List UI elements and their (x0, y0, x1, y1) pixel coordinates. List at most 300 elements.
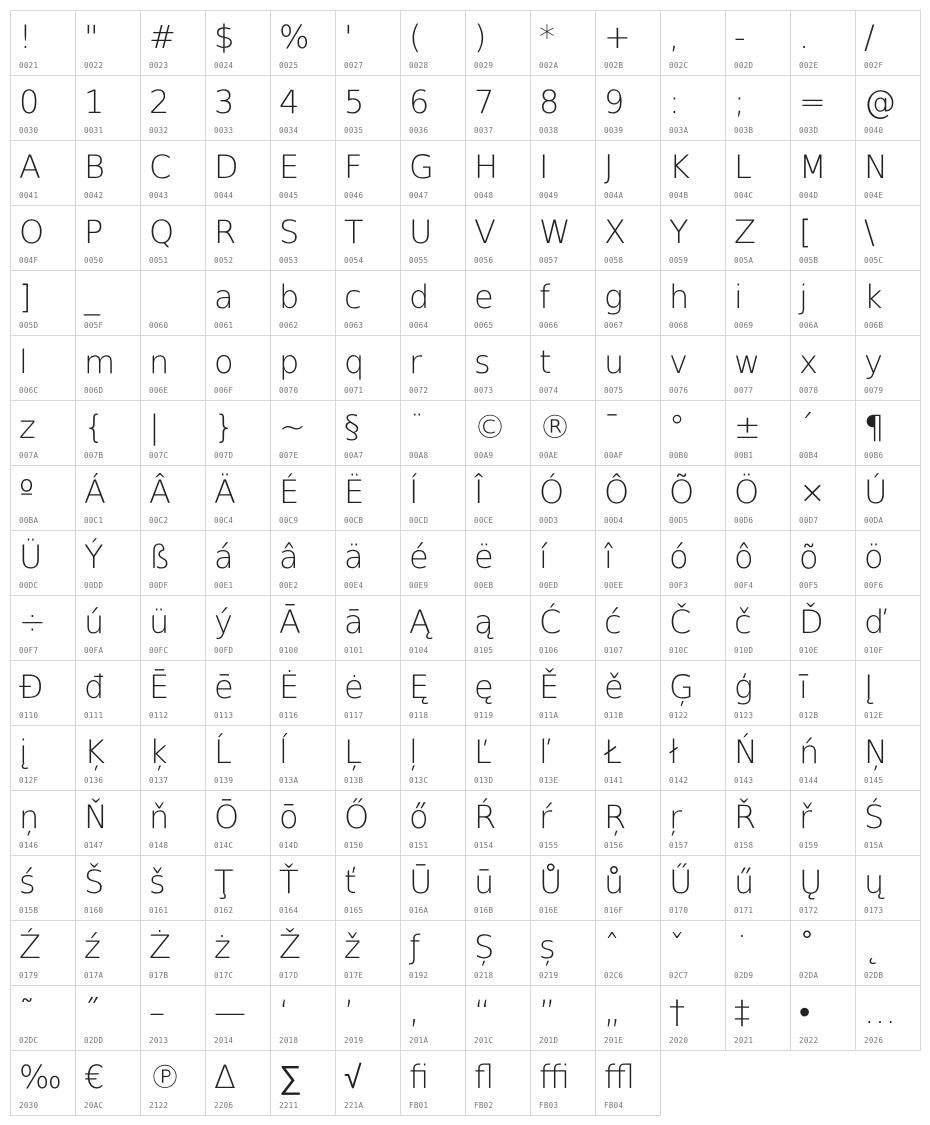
glyph-cell (140, 595, 206, 661)
glyph-codepoint: 0071 (344, 386, 364, 395)
glyph-cell (530, 855, 596, 921)
glyph-character: Ū (409, 863, 433, 901)
glyph-cell (140, 270, 206, 336)
glyph-codepoint: 0055 (409, 256, 429, 265)
glyph-codepoint: 0219 (539, 971, 559, 980)
glyph-character: ; (734, 83, 745, 121)
glyph-cell (140, 790, 206, 856)
glyph-cell (855, 10, 921, 76)
glyph-character: ö (864, 538, 884, 576)
glyph-cell (790, 465, 856, 531)
glyph-cell (790, 400, 856, 466)
glyph-character: | (149, 408, 160, 446)
glyph-codepoint: 004B (669, 191, 689, 200)
glyph-codepoint: 0156 (604, 841, 624, 850)
glyph-cell (400, 1050, 466, 1116)
glyph-character: „ (604, 993, 621, 1031)
glyph-cell (855, 75, 921, 141)
glyph-character: g (604, 278, 624, 316)
glyph-cell (790, 530, 856, 596)
glyph-character: m (84, 343, 116, 381)
glyph-character: ť (344, 863, 357, 901)
glyph-character: P (84, 213, 104, 251)
glyph-cell (855, 790, 921, 856)
glyph-codepoint: 007E (279, 451, 299, 460)
glyph-codepoint: 00EE (604, 581, 624, 590)
glyph-codepoint: 007D (214, 451, 234, 460)
glyph-codepoint: 0170 (669, 906, 689, 915)
glyph-character: Ů (539, 863, 563, 901)
glyph-character: e (474, 278, 494, 316)
glyph-codepoint: 00C9 (279, 516, 299, 525)
glyph-codepoint: 0031 (84, 126, 104, 135)
glyph-codepoint: 016F (604, 906, 624, 915)
glyph-codepoint: 02C6 (604, 971, 624, 980)
glyph-character: b (279, 278, 300, 316)
glyph-codepoint: 00C2 (149, 516, 169, 525)
glyph-character: ŕ (539, 798, 553, 836)
glyph-codepoint: 0047 (409, 191, 429, 200)
glyph-cell (10, 725, 76, 791)
glyph-codepoint: 00DC (19, 581, 39, 590)
glyph-cell (725, 790, 791, 856)
glyph-codepoint: 0137 (149, 776, 169, 785)
glyph-cell (10, 790, 76, 856)
glyph-cell (595, 595, 661, 661)
glyph-character: Ţ (214, 863, 234, 901)
glyph-character: 4 (279, 83, 300, 121)
glyph-character: Ľ (474, 733, 492, 771)
glyph-cell (725, 660, 791, 726)
glyph-cell (790, 660, 856, 726)
glyph-codepoint: 201A (409, 1036, 429, 1045)
glyph-character: ā (344, 603, 364, 641)
glyph-character: Ŕ (474, 798, 497, 836)
glyph-character: ű (734, 863, 755, 901)
glyph-codepoint: 0021 (19, 61, 39, 70)
glyph-codepoint: 2019 (344, 1036, 364, 1045)
glyph-codepoint: 0048 (474, 191, 494, 200)
glyph-codepoint: 0179 (19, 971, 39, 980)
glyph-character: s (474, 343, 491, 381)
glyph-codepoint: 00FD (214, 646, 234, 655)
glyph-cell (205, 595, 271, 661)
glyph-character: “ (474, 993, 491, 1031)
glyph-character: V (474, 213, 496, 251)
glyph-codepoint: 017D (279, 971, 299, 980)
glyph-codepoint: 0119 (474, 711, 494, 720)
glyph-character: Á (84, 473, 106, 511)
glyph-character: ∑ (279, 1058, 302, 1096)
glyph-cell (465, 790, 531, 856)
glyph-cell (855, 205, 921, 271)
glyph-codepoint: 0075 (604, 386, 624, 395)
glyph-character: ľ (539, 733, 551, 771)
glyph-cell (660, 660, 726, 726)
glyph-cell (530, 920, 596, 986)
glyph-character: D (214, 148, 239, 186)
glyph-codepoint: 201D (539, 1036, 559, 1045)
glyph-character: • (799, 993, 811, 1031)
glyph-codepoint: 00F7 (19, 646, 39, 655)
glyph-codepoint: 00ED (539, 581, 559, 590)
glyph-character: 1 (84, 83, 105, 121)
glyph-character: ﬂ (474, 1058, 495, 1096)
glyph-cell (530, 790, 596, 856)
glyph-character: … (864, 993, 896, 1031)
glyph-codepoint: 0053 (279, 256, 299, 265)
glyph-character: × (799, 473, 826, 511)
glyph-codepoint: 00C1 (84, 516, 104, 525)
glyph-cell (725, 725, 791, 791)
glyph-cell (530, 465, 596, 531)
glyph-codepoint: 006B (864, 321, 884, 330)
glyph-codepoint: 02DC (19, 1036, 39, 1045)
glyph-character: ﬁ (409, 1058, 430, 1096)
glyph-character: ‘ (279, 993, 290, 1031)
glyph-character: § (344, 408, 360, 446)
glyph-character: C (149, 148, 172, 186)
glyph-codepoint: 0041 (19, 191, 39, 200)
glyph-cell (400, 855, 466, 921)
glyph-codepoint: 0028 (409, 61, 429, 70)
glyph-character: ř (799, 798, 813, 836)
glyph-cell (790, 10, 856, 76)
glyph-cell (595, 790, 661, 856)
glyph-character: * (539, 18, 555, 56)
glyph-character: M (799, 148, 827, 186)
glyph-character: ˜ (19, 993, 35, 1031)
glyph-codepoint: 006D (84, 386, 104, 395)
glyph-cell (660, 205, 726, 271)
glyph-codepoint: 00D3 (539, 516, 559, 525)
glyph-character: Ź (19, 928, 41, 966)
glyph-cell (10, 335, 76, 401)
glyph-cell (595, 725, 661, 791)
glyph-character: Ō (214, 798, 240, 836)
glyph-cell (140, 920, 206, 986)
glyph-cell (400, 530, 466, 596)
glyph-codepoint: 00D4 (604, 516, 624, 525)
glyph-cell (465, 855, 531, 921)
glyph-codepoint: 010D (734, 646, 754, 655)
glyph-character: Č (669, 603, 692, 641)
glyph-cell (595, 530, 661, 596)
glyph-cell (465, 530, 531, 596)
glyph-cell (10, 75, 76, 141)
glyph-codepoint: 0112 (149, 711, 169, 720)
glyph-codepoint: 0056 (474, 256, 494, 265)
glyph-codepoint: 0154 (474, 841, 494, 850)
glyph-codepoint: 014C (214, 841, 234, 850)
glyph-codepoint: 0058 (604, 256, 624, 265)
glyph-character: R (214, 213, 237, 251)
glyph-codepoint: 013D (474, 776, 494, 785)
glyph-character: ș (539, 928, 556, 966)
glyph-character: √ (344, 1058, 362, 1096)
glyph-character: ď (864, 603, 885, 641)
glyph-character: Q (149, 213, 175, 251)
glyph-cell (790, 270, 856, 336)
glyph-cell (725, 530, 791, 596)
glyph-cell (75, 335, 141, 401)
glyph-cell (595, 335, 661, 401)
glyph-character: ˇ (669, 928, 685, 966)
glyph-character: E (279, 148, 300, 186)
glyph-character: ý (214, 603, 233, 641)
glyph-character: A (19, 148, 41, 186)
glyph-codepoint: 002B (604, 61, 624, 70)
glyph-cell (335, 400, 401, 466)
glyph-cell (725, 855, 791, 921)
glyph-codepoint: 0116 (279, 711, 299, 720)
glyph-codepoint: 0148 (149, 841, 169, 850)
glyph-codepoint: 011B (604, 711, 624, 720)
glyph-codepoint: 0033 (214, 126, 234, 135)
glyph-codepoint: 02DB (864, 971, 884, 980)
glyph-character: ° (669, 408, 685, 446)
glyph-cell (75, 855, 141, 921)
glyph-cell (790, 140, 856, 206)
glyph-character: Î (474, 473, 484, 511)
glyph-character: ’ (344, 993, 355, 1031)
glyph-character: N (864, 148, 888, 186)
glyph-cell (10, 270, 76, 336)
glyph-character: ü (149, 603, 170, 641)
glyph-cell (530, 725, 596, 791)
glyph-character: U (409, 213, 433, 251)
glyph-codepoint: 0101 (344, 646, 364, 655)
glyph-codepoint: 0111 (84, 711, 104, 720)
glyph-codepoint: 0057 (539, 256, 559, 265)
glyph-codepoint: 017A (84, 971, 104, 980)
glyph-cell (465, 920, 531, 986)
glyph-character: Y (669, 213, 689, 251)
glyph-character: ¨ (409, 408, 425, 446)
glyph-cell (855, 920, 921, 986)
glyph-character: 7 (474, 83, 495, 121)
glyph-character: Ň (84, 798, 108, 836)
glyph-cell (595, 270, 661, 336)
glyph-cell (205, 75, 271, 141)
glyph-codepoint: 00FA (84, 646, 104, 655)
glyph-cell (140, 660, 206, 726)
glyph-character: ļ (409, 733, 418, 771)
glyph-character: É (279, 473, 300, 511)
glyph-cell (725, 985, 791, 1051)
glyph-cell (725, 920, 791, 986)
glyph-cell (660, 75, 726, 141)
glyph-cell (270, 790, 336, 856)
glyph-cell (725, 205, 791, 271)
glyph-character: – (149, 993, 165, 1031)
glyph-codepoint: 007C (149, 451, 169, 460)
glyph-cell (530, 660, 596, 726)
glyph-character: Ć (539, 603, 562, 641)
glyph-codepoint: 005B (799, 256, 819, 265)
glyph-cell (10, 920, 76, 986)
glyph-cell (75, 10, 141, 76)
glyph-codepoint: 0061 (214, 321, 234, 330)
glyph-character: 3 (214, 83, 235, 121)
glyph-character: Ā (279, 603, 301, 641)
glyph-character: L (734, 148, 752, 186)
glyph-codepoint: 0150 (344, 841, 364, 850)
glyph-character: Ŗ (604, 798, 627, 836)
glyph-cell (140, 335, 206, 401)
glyph-character: ´ (799, 408, 815, 446)
glyph-character: š (149, 863, 166, 901)
glyph-cell (465, 725, 531, 791)
glyph-cell (140, 725, 206, 791)
glyph-cell (725, 595, 791, 661)
glyph-cell (270, 985, 336, 1051)
glyph-cell (400, 790, 466, 856)
glyph-codepoint: 2026 (864, 1036, 884, 1045)
glyph-character: j (799, 278, 808, 316)
glyph-character: Ę (409, 668, 430, 706)
glyph-cell (790, 790, 856, 856)
glyph-cell (790, 920, 856, 986)
glyph-codepoint: 02DA (799, 971, 819, 980)
glyph-cell (855, 595, 921, 661)
glyph-cell (400, 660, 466, 726)
glyph-cell (205, 855, 271, 921)
glyph-character: 0 (19, 83, 40, 121)
glyph-codepoint: 00B1 (734, 451, 754, 460)
glyph-codepoint: 007B (84, 451, 104, 460)
glyph-character: % (279, 18, 310, 56)
glyph-character: d (409, 278, 430, 316)
glyph-codepoint: 0159 (799, 841, 819, 850)
glyph-cell (530, 1050, 596, 1116)
glyph-character: ‰ (19, 1058, 62, 1096)
glyph-cell (335, 205, 401, 271)
glyph-character: ﬄ (604, 1058, 635, 1096)
glyph-cell (205, 335, 271, 401)
glyph-codepoint: 0122 (669, 711, 689, 720)
glyph-codepoint: 0151 (409, 841, 429, 850)
glyph-codepoint: 016B (474, 906, 494, 915)
glyph-cell (335, 335, 401, 401)
glyph-cell (335, 10, 401, 76)
glyph-codepoint: 0077 (734, 386, 754, 395)
glyph-codepoint: 0049 (539, 191, 559, 200)
glyph-cell (790, 75, 856, 141)
glyph-cell (270, 140, 336, 206)
glyph-cell (75, 985, 141, 1051)
glyph-codepoint: 002F (864, 61, 884, 70)
glyph-codepoint: 002E (799, 61, 819, 70)
glyph-codepoint: 2021 (734, 1036, 754, 1045)
glyph-codepoint: 0038 (539, 126, 559, 135)
glyph-character: : (669, 83, 680, 121)
glyph-character: ¯ (604, 408, 620, 446)
glyph-codepoint: 00E4 (344, 581, 364, 590)
glyph-cell (660, 920, 726, 986)
glyph-codepoint: 201E (604, 1036, 624, 1045)
glyph-cell (595, 400, 661, 466)
glyph-codepoint: 004C (734, 191, 754, 200)
glyph-cell (140, 1050, 206, 1116)
glyph-character: ℗ (149, 1058, 181, 1096)
glyph-character: Ő (344, 798, 370, 836)
glyph-character: ž (344, 928, 361, 966)
glyph-codepoint: 002A (539, 61, 559, 70)
glyph-character: Ë (344, 473, 365, 511)
glyph-codepoint: 00AE (539, 451, 559, 460)
glyph-character: ķ (149, 733, 168, 771)
glyph-codepoint: 2018 (279, 1036, 299, 1045)
glyph-cell (595, 920, 661, 986)
glyph-codepoint: 0145 (864, 776, 884, 785)
glyph-codepoint: FB04 (604, 1101, 624, 1110)
glyph-cell (75, 725, 141, 791)
glyph-cell (205, 790, 271, 856)
glyph-codepoint: FB03 (539, 1101, 559, 1110)
glyph-codepoint: 0032 (149, 126, 169, 135)
glyph-character: 5 (344, 83, 365, 121)
glyph-character: Ť (279, 863, 299, 901)
glyph-cell (530, 985, 596, 1051)
glyph-codepoint: 003B (734, 126, 754, 135)
glyph-codepoint: 0165 (344, 906, 364, 915)
glyph-codepoint: 016E (539, 906, 559, 915)
glyph-character: ” (539, 993, 556, 1031)
glyph-character: į (19, 733, 28, 771)
glyph-codepoint: 012F (19, 776, 39, 785)
glyph-cell (465, 1050, 531, 1116)
glyph-character: Ĺ (214, 733, 232, 771)
glyph-codepoint: 0054 (344, 256, 364, 265)
glyph-character: Ś (864, 798, 885, 836)
glyph-character: º (19, 473, 35, 511)
glyph-character: Ú (864, 473, 888, 511)
glyph-cell (855, 400, 921, 466)
glyph-codepoint: 0045 (279, 191, 299, 200)
glyph-character: ő (409, 798, 429, 836)
glyph-cell (465, 660, 531, 726)
glyph-codepoint: 013E (539, 776, 559, 785)
glyph-codepoint: 00F5 (799, 581, 819, 590)
glyph-cell (660, 10, 726, 76)
glyph-codepoint: 017E (344, 971, 364, 980)
glyph-character: l (19, 343, 28, 381)
glyph-cell (400, 725, 466, 791)
glyph-character: ň (149, 798, 170, 836)
glyph-character: ! (19, 18, 32, 56)
glyph-cell (205, 465, 271, 531)
glyph-codepoint: 00F3 (669, 581, 689, 590)
glyph-character: { (84, 408, 105, 446)
glyph-cell (270, 855, 336, 921)
glyph-codepoint: 004D (799, 191, 819, 200)
glyph-character: ś (19, 863, 36, 901)
glyph-cell (335, 530, 401, 596)
glyph-cell (660, 855, 726, 921)
glyph-cell (140, 400, 206, 466)
glyph-cell (855, 855, 921, 921)
glyph-cell (75, 140, 141, 206)
glyph-cell (140, 140, 206, 206)
glyph-cell (75, 205, 141, 271)
glyph-cell (530, 595, 596, 661)
glyph-character: ‚ (409, 993, 420, 1031)
glyph-cell (595, 985, 661, 1051)
glyph-codepoint: 0069 (734, 321, 754, 330)
glyph-cell (75, 270, 141, 336)
glyph-cell (660, 270, 726, 336)
